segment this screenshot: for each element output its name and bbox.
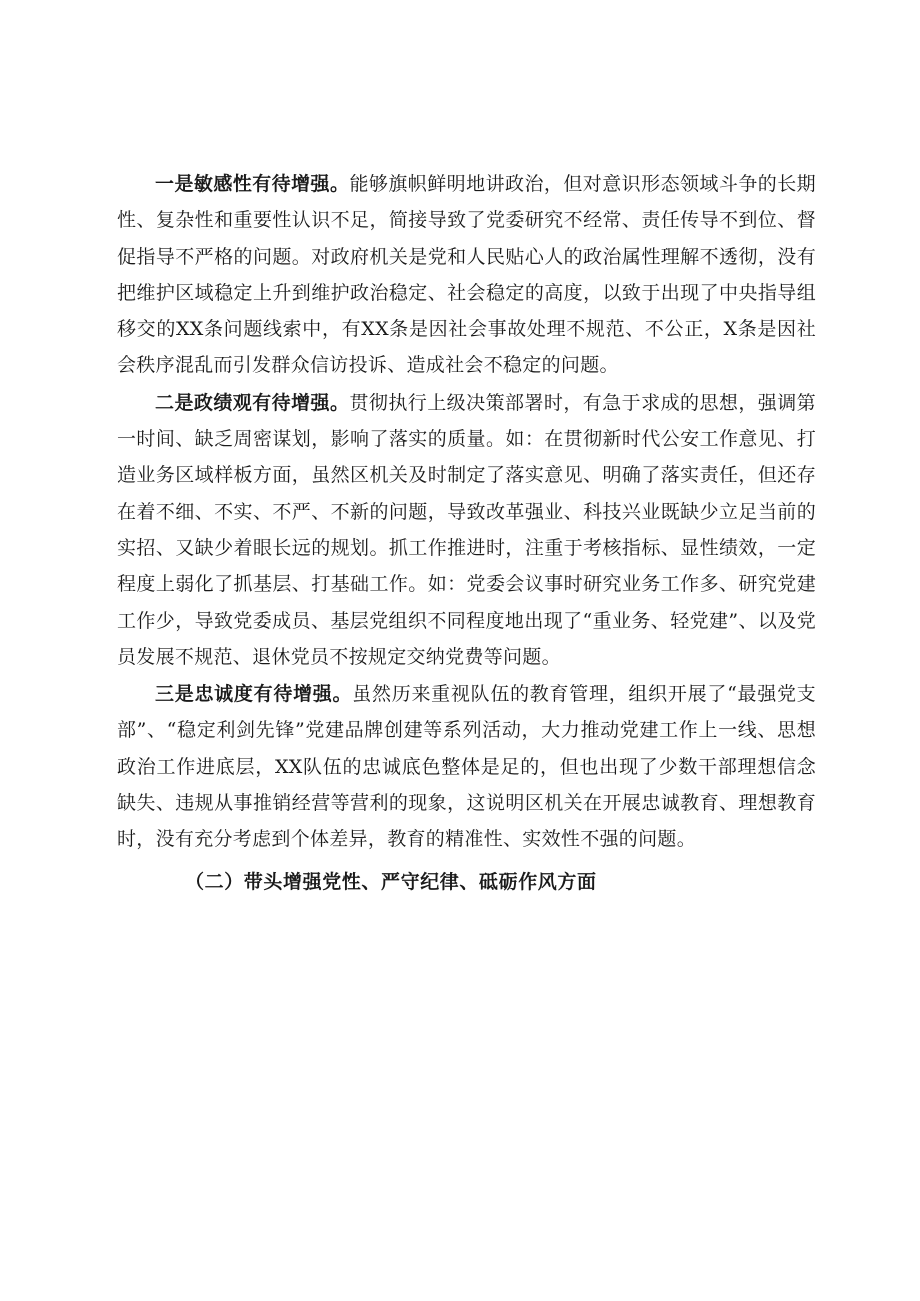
paragraph-loyalty bbox=[117, 676, 816, 857]
paragraph-sensitivity bbox=[117, 166, 816, 384]
paragraph-text: 能够旗帜鲜明地讲政治，但对意识形态领域斗争的长期性、复杂性和重要性认识不足，简接导致了党委研究不经常、责任传导不到位、督促指导不严格的问题。对政府机关是党和人民贴心人的政治属性理解不透彻，没有把维护区域稳定上升到维护政治稳定、社会稳定的高度，以致于出现了中央指导组移交的XX条问题线索中，有XX条是因社会事故处理不规范、不公正，X条是因社会秩序混乱而引发群众信访投诉、造成社会不稳定的问题。 bbox=[117, 173, 816, 377]
paragraph-lead: 一是敏感性有待增强。 bbox=[155, 173, 350, 195]
section-heading: （二）带头增强党性、严守纪律、砥砺作风方面 bbox=[185, 870, 597, 893]
paragraph-text: 虽然历来重视队伍的教育管理，组织开展了“最强党支部”、“稳定利剑先锋”党建品牌创建等系列活动，大力推动党建工作上一线、思想政治工作进底层，XX队伍的忠诚底色整体是足的，但也出现了少数干部理想信念缺失、违规从事推销经营等营利的现象，这说明区机关在开展忠诚教育、理想教育时，没有充分考虑到个体差异，教育的精准性、实效性不强的问题。 bbox=[117, 683, 816, 851]
paragraph-lead: 二是政绩观有待增强。 bbox=[155, 391, 350, 414]
paragraph-performance-view bbox=[117, 385, 816, 675]
paragraph-lead: 三是忠诚度有待增强。 bbox=[155, 683, 353, 706]
paragraph-text: 贯彻执行上级决策部署时，有急于求成的思想，强调第一时间、缺乏周密谋划，影响了落实的质量。如：在贯彻新时代公安工作意见、打造业务区域样板方面，虽然区机关及时制定了落实意见、明确了落实责任，但还存在着不细、不实、不严、不新的问题，导致改革强业、科技兴业既缺少立足当前的实招、又缺少着眼长远的规划。抓工作推进时，注重于考核指标、显性绩效，一定程度上弱化了抓基层、打基础工作。如：党委会议事时研究业务工作多、研究党建工作少，导致党委成员、基层党组织不同程度地出现了“重业务、轻党建”、以及党员发展不规范、退休党员不按规定交纳党费等问题。 bbox=[117, 391, 816, 668]
document-body bbox=[117, 166, 816, 900]
